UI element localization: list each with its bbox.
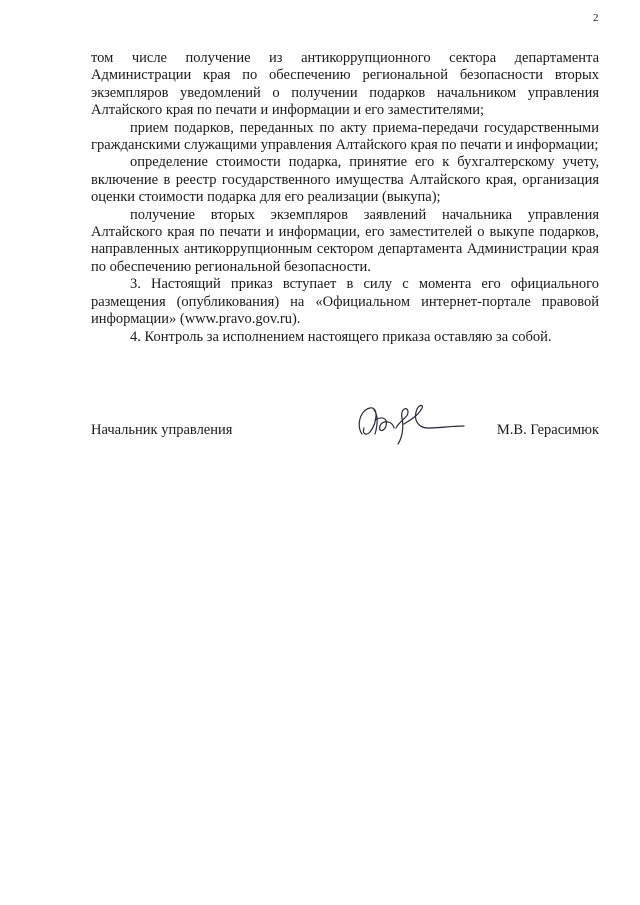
paragraph-gift-valuation: определение стоимости подарка, принятие его к бухгалтерскому учету, включение в реестр государственного имущества Алтайского края, организация оценки стоимости подарка для его реализации (выкупа); — [91, 154, 599, 206]
signatory-name: М.В. Герасимюк — [496, 422, 599, 438]
paragraph-gift-acceptance: прием подарков, переданных по акту приема-передачи государственными гражданскими служащими управления Алтайского края по печати и информации; — [91, 119, 599, 154]
paragraph-effective-date: 3. Настоящий приказ вступает в силу с момента его официального размещения (опубликования) на «Официальном интернет-портале правовой информации» (www.pravo.gov.ru). — [91, 276, 599, 328]
paragraph-buyout-requests: получение вторых экземпляров заявлений начальника управления Алтайского края по печати и информации, его заместителей о выкупе подарков, направленных антикоррупционным сектором департамента Администрации края по обеспечению региональной безопасности. — [91, 206, 599, 275]
signatory-position: Начальник управления — [91, 422, 233, 438]
page-number: 2 — [593, 12, 599, 24]
paragraph-control: 4. Контроль за исполнением настоящего приказа оставляю за собой. — [130, 328, 552, 345]
paragraph-continuation: том числе получение из антикоррупционного сектора департамента Администрации края по обеспечению региональной безопасности вторых экземпляров уведомлений о получении подарков начальником управления Алтайского края по печати и информации и его заместителями; — [91, 50, 599, 119]
document-body — [91, 50, 599, 346]
handwritten-signature — [348, 398, 468, 448]
